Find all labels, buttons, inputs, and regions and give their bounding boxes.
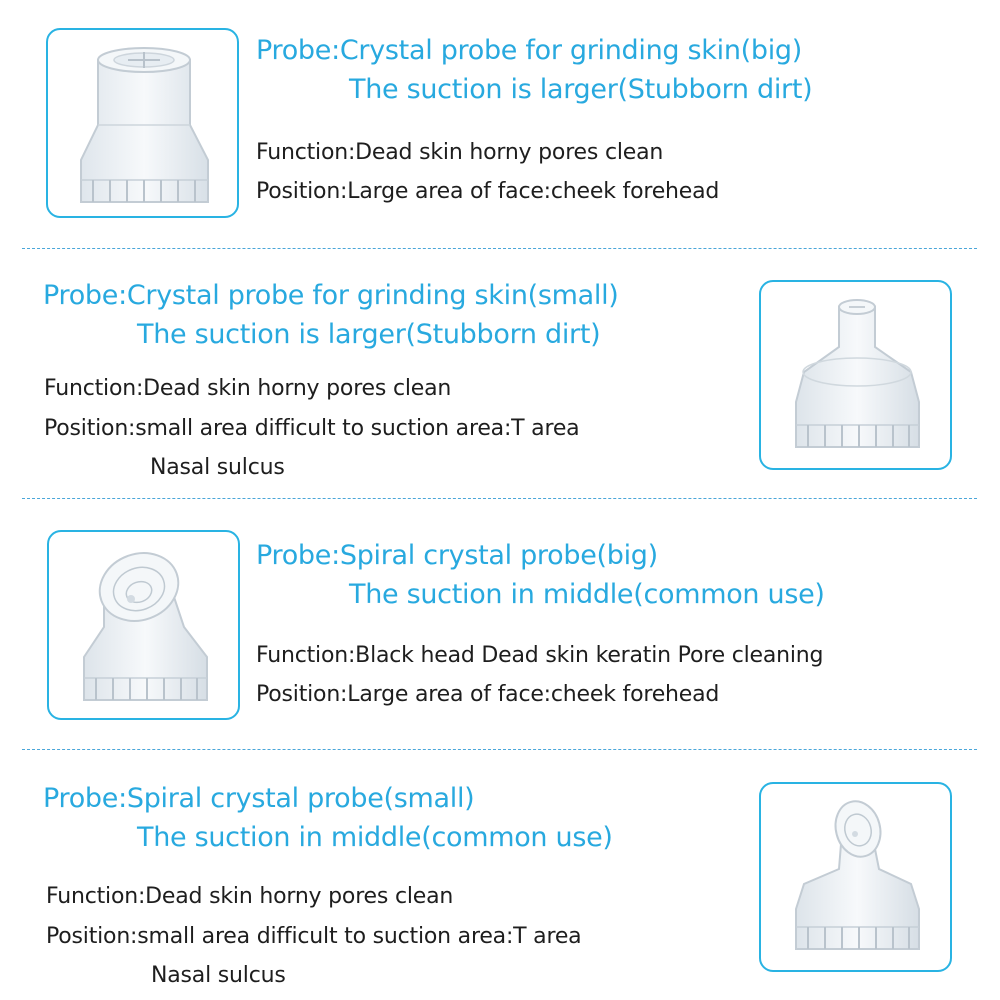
probe-image-frame — [759, 280, 952, 470]
crystal-probe-small-icon — [761, 282, 952, 470]
section-divider — [22, 749, 977, 750]
probe-subtitle: The suction in middle(common use) — [349, 579, 825, 610]
probe-position-extra: Nasal sulcus — [150, 455, 285, 480]
probe-position-extra: Nasal sulcus — [151, 963, 286, 988]
probe-position: Position:Large area of face:cheek forehead — [256, 682, 720, 707]
probe-subtitle: The suction is larger(Stubborn dirt) — [137, 319, 601, 350]
probe-title: Probe:Spiral crystal probe(small) — [43, 783, 475, 814]
probe-position: Position:small area difficult to suction area:T area — [44, 416, 580, 441]
probe-position: Position:Large area of face:cheek forehead — [256, 179, 720, 204]
probe-image-frame — [759, 782, 952, 972]
section-divider — [22, 498, 977, 499]
probe-position: Position:small area difficult to suction area:T area — [46, 924, 582, 949]
probe-function: Function:Black head Dead skin keratin Pore cleaning — [256, 643, 824, 668]
probe-function: Function:Dead skin horny pores clean — [46, 884, 454, 909]
section-divider — [22, 248, 977, 249]
probe-function: Function:Dead skin horny pores clean — [256, 140, 664, 165]
probe-image-frame — [46, 28, 239, 218]
probe-title: Probe:Spiral crystal probe(big) — [256, 540, 658, 571]
spiral-probe-small-icon — [761, 784, 952, 972]
probe-function: Function:Dead skin horny pores clean — [44, 376, 452, 401]
probe-image-frame — [47, 530, 240, 720]
spiral-probe-big-icon — [49, 532, 240, 720]
probe-title: Probe:Crystal probe for grinding skin(small) — [43, 280, 619, 311]
probe-subtitle: The suction is larger(Stubborn dirt) — [349, 74, 813, 105]
probe-title: Probe:Crystal probe for grinding skin(big) — [256, 35, 802, 66]
crystal-probe-big-icon — [48, 30, 239, 218]
probe-subtitle: The suction in middle(common use) — [137, 822, 613, 853]
